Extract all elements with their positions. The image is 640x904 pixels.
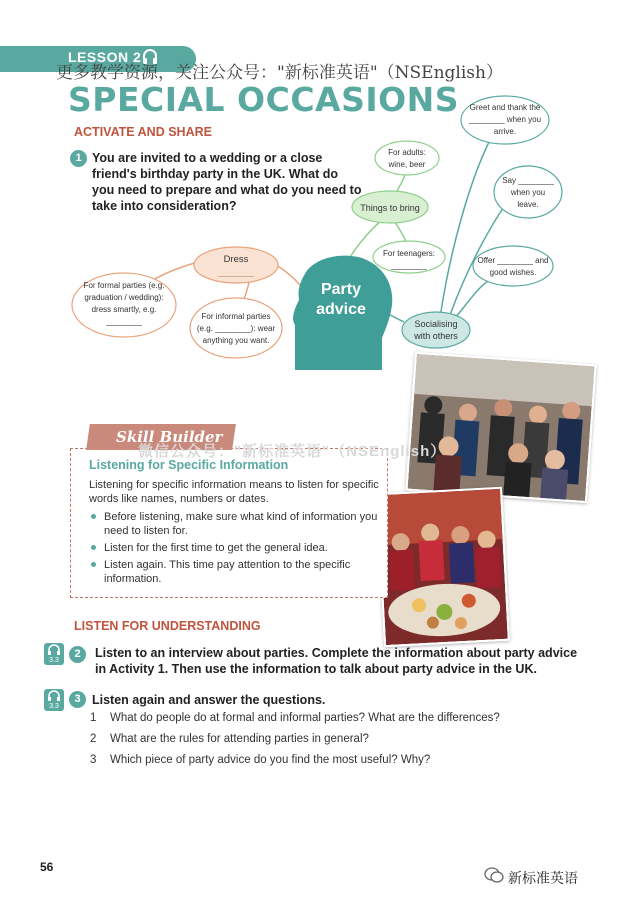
informal-text-1: For informal parties: [201, 312, 271, 321]
activity-3-prompt: Listen again and answer the questions.: [92, 693, 326, 707]
skill-builder-label: Skill Builder: [116, 428, 223, 446]
formal-text-4: ________: [106, 317, 142, 326]
activity-2-number: 2: [69, 646, 86, 663]
teenagers-text-2: ________: [391, 261, 427, 270]
question-item: [90, 712, 500, 733]
say-text-1: Say ________: [502, 176, 554, 185]
audio-track-icon[interactable]: [44, 643, 64, 665]
skill-tip: [89, 510, 381, 538]
things-label: Things to bring: [360, 203, 420, 213]
formal-text-2: graduation / wedding):: [84, 293, 164, 302]
wechat-icon: [484, 866, 504, 884]
teenagers-text-1: For teenagers:: [382, 249, 436, 258]
informal-text-2: (e.g. ________): wear: [196, 324, 276, 333]
dress-label: Dress: [223, 254, 249, 265]
listen-heading: LISTEN FOR UNDERSTANDING: [74, 619, 261, 633]
skill-tip: [89, 558, 381, 586]
formal-text-3: dress smartly, e.g.: [91, 305, 157, 314]
bullet-icon: [91, 545, 96, 550]
activity-3-number: 3: [69, 691, 86, 708]
informal-text-3: anything you want.: [202, 336, 270, 345]
question-text: What do people do at formal and informal parties? What are the differences?: [110, 712, 500, 724]
center-label-2: advice: [316, 301, 366, 318]
activity-1-number: 1: [70, 150, 87, 167]
top-watermark: 更多教学资源，关注公众号："新标准英语"（NSEnglish）: [56, 63, 503, 83]
middle-watermark: 微信公众号："新标准英语"（NSEnglish）: [138, 443, 447, 460]
skill-subtitle: Listening for Specific Information: [89, 458, 289, 472]
skill-tip-text: Listen again. This time pay attention to the specific information.: [104, 559, 351, 585]
lesson-label: LESSON 2: [68, 49, 142, 65]
skill-tip-text: Listen for the first time to get the general idea.: [104, 542, 328, 554]
skill-intro: Listening for specific information means to listen for specific words like names, numbers or dates.: [89, 479, 379, 505]
skill-tip-text: Before listening, make sure what kind of information you need to listen for.: [104, 511, 378, 537]
question-number: 2: [90, 733, 97, 745]
brand-footer: 新标准英语: [508, 870, 578, 886]
activate-heading: ACTIVATE AND SHARE: [74, 125, 212, 139]
question-item: [90, 754, 500, 775]
dress-node: [194, 247, 278, 283]
link-greet: [440, 140, 490, 318]
say-text-3: leave.: [517, 200, 539, 209]
audio-track-number: 3.3: [49, 657, 59, 664]
audio-track-icon[interactable]: [44, 689, 64, 711]
socialising-node: [402, 312, 470, 348]
question-item: [90, 733, 500, 754]
greet-text-3: arrive.: [493, 127, 517, 136]
headphones-icon: [44, 689, 64, 701]
party-crowd-photo: [405, 352, 596, 503]
bullet-icon: [91, 514, 96, 519]
question-number: 1: [90, 712, 97, 724]
activity-1-prompt: You are invited to a wedding or a close friend's birthday party in the UK. What do you need to prepare and what do you need to take into consideration?: [92, 151, 362, 213]
dress-blank: ________: [218, 268, 254, 277]
page-title: SPECIAL OCCASIONS: [68, 80, 460, 119]
link-offer: [455, 280, 490, 318]
offer-text-1: Offer ________ and: [477, 256, 549, 265]
offer-node: [473, 246, 553, 286]
skill-tips-list: [89, 510, 381, 589]
audio-track-number: 3.3: [49, 703, 59, 710]
bullet-icon: [91, 562, 96, 567]
offer-text-2: good wishes.: [489, 268, 537, 277]
party-mindmap: [0, 90, 640, 380]
question-list: [90, 712, 500, 775]
adults-text-2: wine, beer: [388, 160, 426, 169]
greet-text-2: ________ when you: [468, 115, 542, 124]
say-text-2: when you: [510, 188, 546, 197]
center-label-1: Party: [320, 281, 362, 298]
question-text: What are the rules for attending parties in general?: [110, 733, 369, 745]
adults-text-1: For adults:: [388, 148, 426, 157]
skill-tip: [89, 541, 381, 555]
activity-2-prompt: Listen to an interview about parties. Complete the information about party advice in Activity 1. Then use the information to talk about party advice in the UK.: [95, 646, 578, 676]
greet-text-1: Greet and thank the: [469, 103, 541, 112]
adults-node: [375, 141, 439, 175]
socialising-text-2: with others: [414, 331, 458, 341]
headphones-icon: [44, 643, 64, 655]
family-dinner-photo: [376, 487, 510, 647]
socialising-text-1: Socialising: [414, 319, 458, 329]
formal-text-1: For formal parties (e.g.: [83, 281, 165, 290]
page-number: 56: [40, 860, 54, 874]
question-number: 3: [90, 754, 97, 766]
question-text: Which piece of party advice do you find the most useful? Why?: [110, 754, 431, 766]
